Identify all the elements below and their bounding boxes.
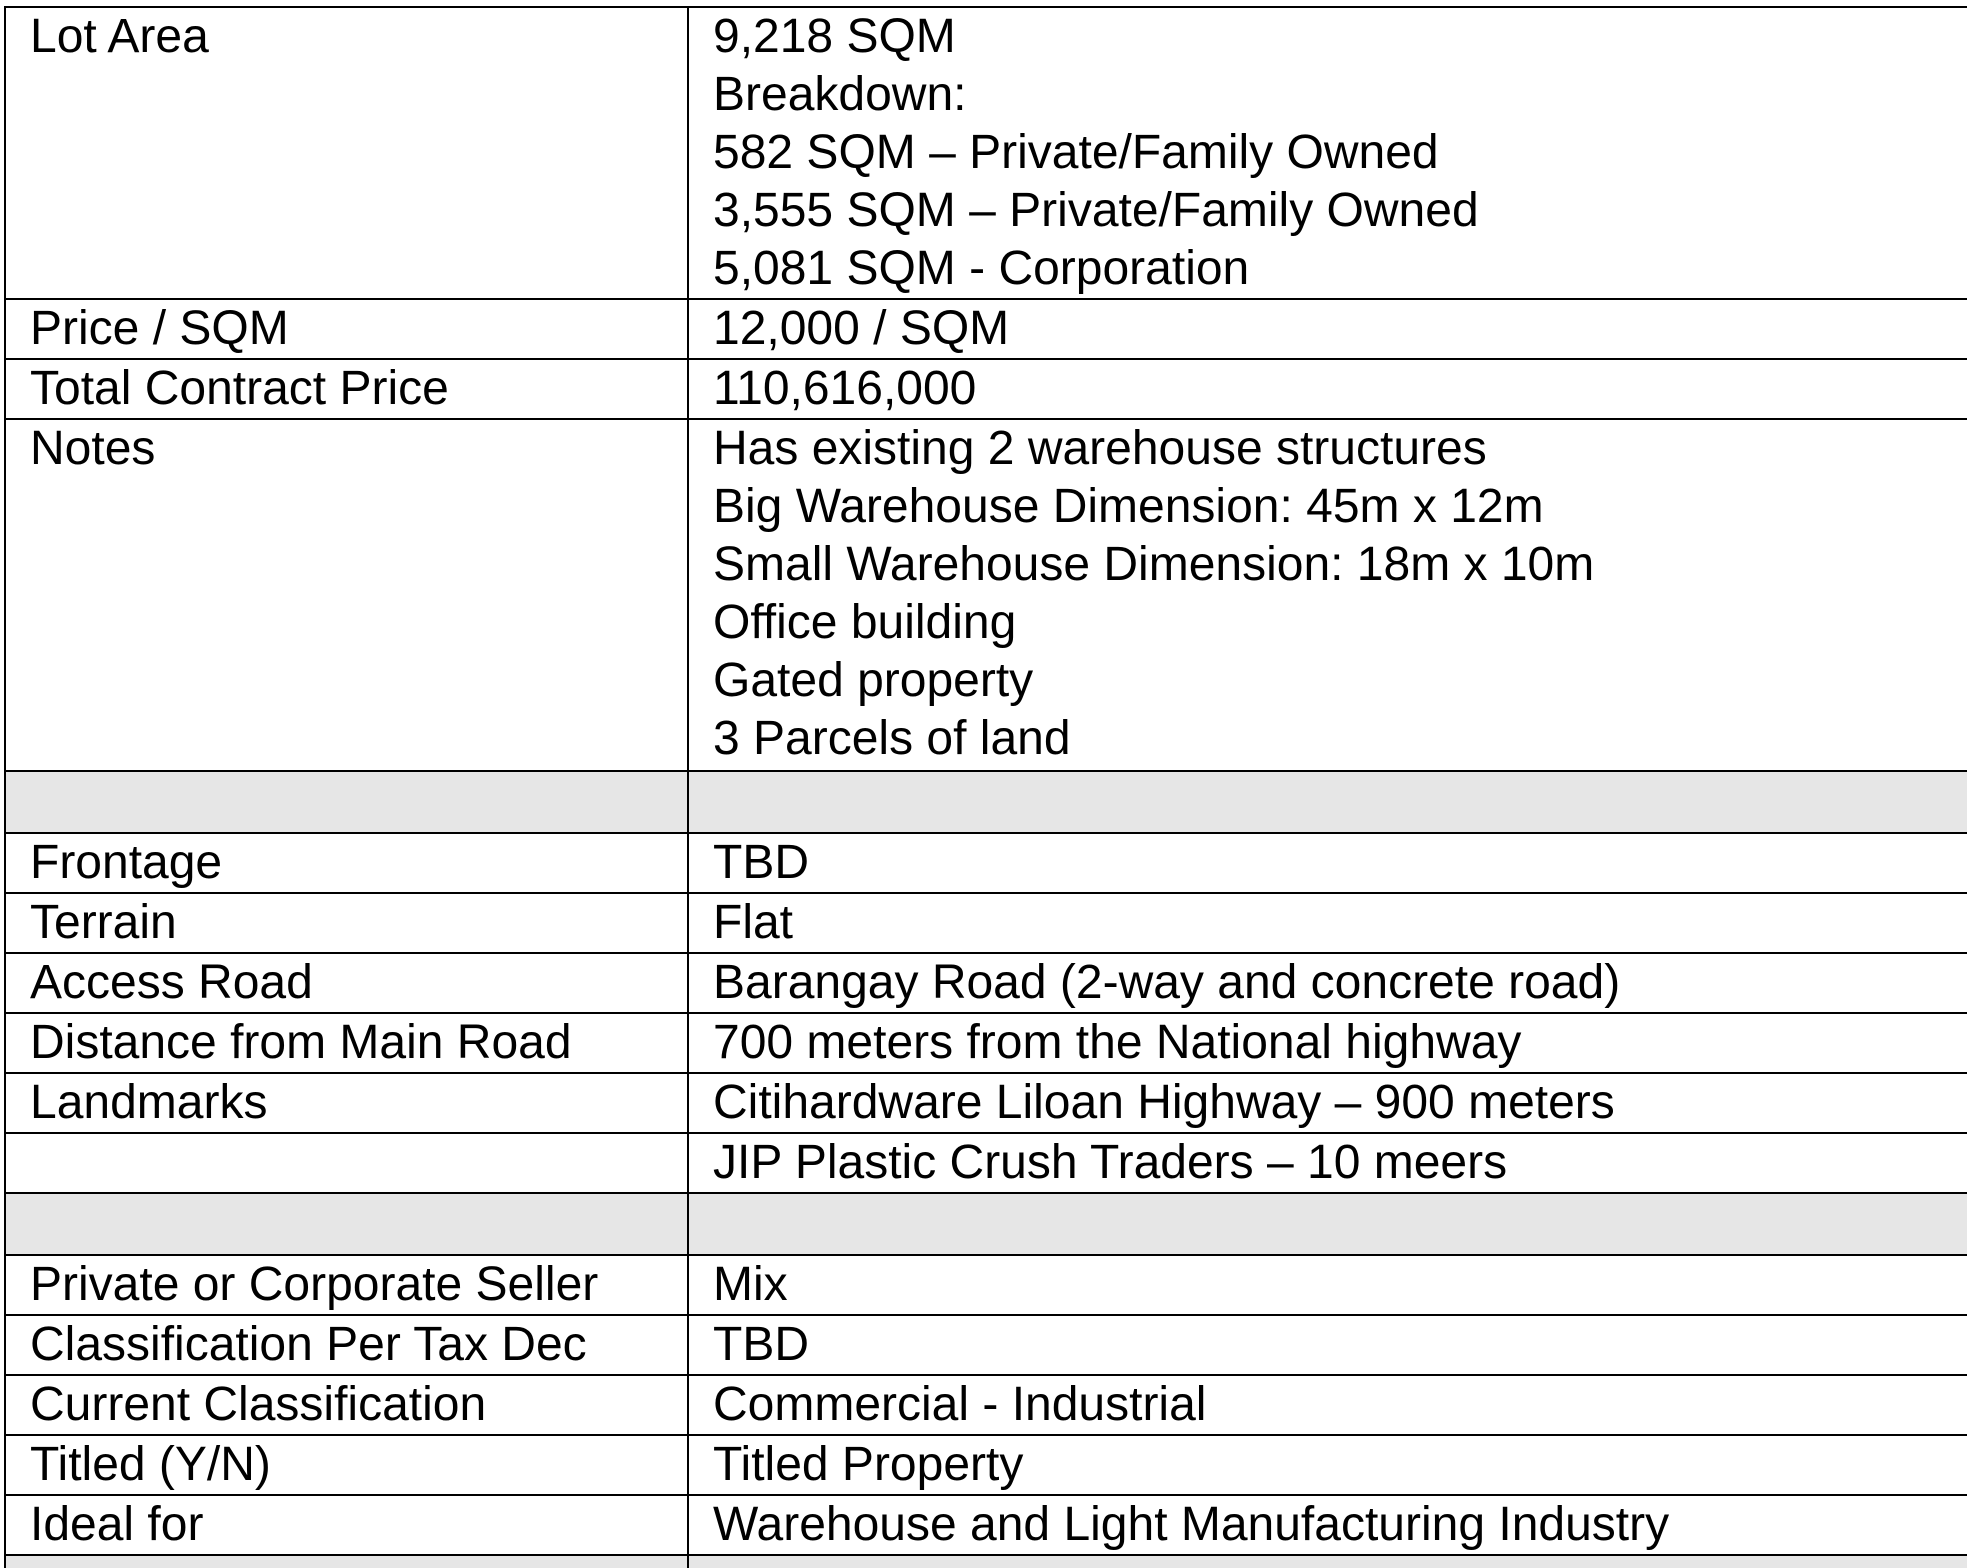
value-total-contract-price: 110,616,000 — [688, 359, 1967, 419]
table-row-total-contract-price — [5, 359, 1967, 419]
value-current-classification: Commercial - Industrial — [688, 1375, 1967, 1435]
table-row-seller-type — [5, 1255, 1967, 1315]
table-row-titled — [5, 1435, 1967, 1495]
spacer-cell — [5, 1193, 688, 1255]
table-row-spacer — [5, 1193, 1967, 1255]
spacer-cell — [688, 1193, 1967, 1255]
note-item: Big Warehouse Dimension: 45m x 12m — [713, 480, 1544, 533]
value-access-road: Barangay Road (2-way and concrete road) — [688, 953, 1967, 1013]
note-item: Has existing 2 warehouse structures — [713, 422, 1487, 475]
table-row-notes — [5, 419, 1967, 771]
note-item: 3 Parcels of land — [713, 712, 1071, 765]
lot-area-breakdown-item: 5,081 SQM - Corporation — [713, 242, 1250, 295]
spacer-cell — [688, 771, 1967, 833]
lot-area-breakdown-item: 582 SQM – Private/Family Owned — [713, 126, 1439, 179]
table-row-ideal-for — [5, 1495, 1967, 1555]
property-details-table — [4, 6, 1967, 1568]
value-frontage: TBD — [688, 833, 1967, 893]
note-item: Gated property — [713, 654, 1034, 707]
spacer-cell — [688, 1555, 1967, 1568]
value-lot-area — [688, 7, 1967, 299]
value-distance-main-road: 700 meters from the National highway — [688, 1013, 1967, 1073]
note-item: Small Warehouse Dimension: 18m x 10m — [713, 538, 1595, 591]
label-notes: Notes — [5, 419, 688, 771]
lot-area-breakdown-item: 3,555 SQM – Private/Family Owned — [713, 184, 1479, 237]
table-row-landmarks — [5, 1073, 1967, 1133]
value-terrain: Flat — [688, 893, 1967, 953]
label-landmarks-2 — [5, 1133, 688, 1193]
value-landmarks-2: JIP Plastic Crush Traders – 10 meers — [688, 1133, 1967, 1193]
table-row-terrain — [5, 893, 1967, 953]
spacer-cell — [5, 1555, 688, 1568]
value-tax-dec-classification: TBD — [688, 1315, 1967, 1375]
table-row-distance-main-road — [5, 1013, 1967, 1073]
value-price-sqm: 12,000 / SQM — [688, 299, 1967, 359]
table-row-access-road — [5, 953, 1967, 1013]
label-lot-area: Lot Area — [5, 7, 688, 299]
table-row-lot-area — [5, 7, 1967, 299]
label-ideal-for: Ideal for — [5, 1495, 688, 1555]
label-tax-dec-classification: Classification Per Tax Dec — [5, 1315, 688, 1375]
table-row-frontage — [5, 833, 1967, 893]
value-titled: Titled Property — [688, 1435, 1967, 1495]
label-distance-main-road: Distance from Main Road — [5, 1013, 688, 1073]
label-terrain: Terrain — [5, 893, 688, 953]
label-price-sqm: Price / SQM — [5, 299, 688, 359]
table-row-tax-dec-classification — [5, 1315, 1967, 1375]
label-landmarks: Landmarks — [5, 1073, 688, 1133]
lot-area-breakdown-heading: Breakdown: — [713, 68, 967, 121]
table-row-current-classification — [5, 1375, 1967, 1435]
value-landmarks: Citihardware Liloan Highway – 900 meters — [688, 1073, 1967, 1133]
value-seller-type: Mix — [688, 1255, 1967, 1315]
label-titled: Titled (Y/N) — [5, 1435, 688, 1495]
table-row-price-sqm — [5, 299, 1967, 359]
table-row-spacer — [5, 771, 1967, 833]
label-frontage: Frontage — [5, 833, 688, 893]
label-access-road: Access Road — [5, 953, 688, 1013]
value-notes — [688, 419, 1967, 771]
lot-area-total: 9,218 SQM — [713, 10, 956, 63]
table-row-spacer — [5, 1555, 1967, 1568]
spacer-cell — [5, 771, 688, 833]
label-total-contract-price: Total Contract Price — [5, 359, 688, 419]
label-current-classification: Current Classification — [5, 1375, 688, 1435]
table-row-landmarks-2 — [5, 1133, 1967, 1193]
label-seller-type: Private or Corporate Seller — [5, 1255, 688, 1315]
value-ideal-for: Warehouse and Light Manufacturing Industry — [688, 1495, 1967, 1555]
note-item: Office building — [713, 596, 1017, 649]
